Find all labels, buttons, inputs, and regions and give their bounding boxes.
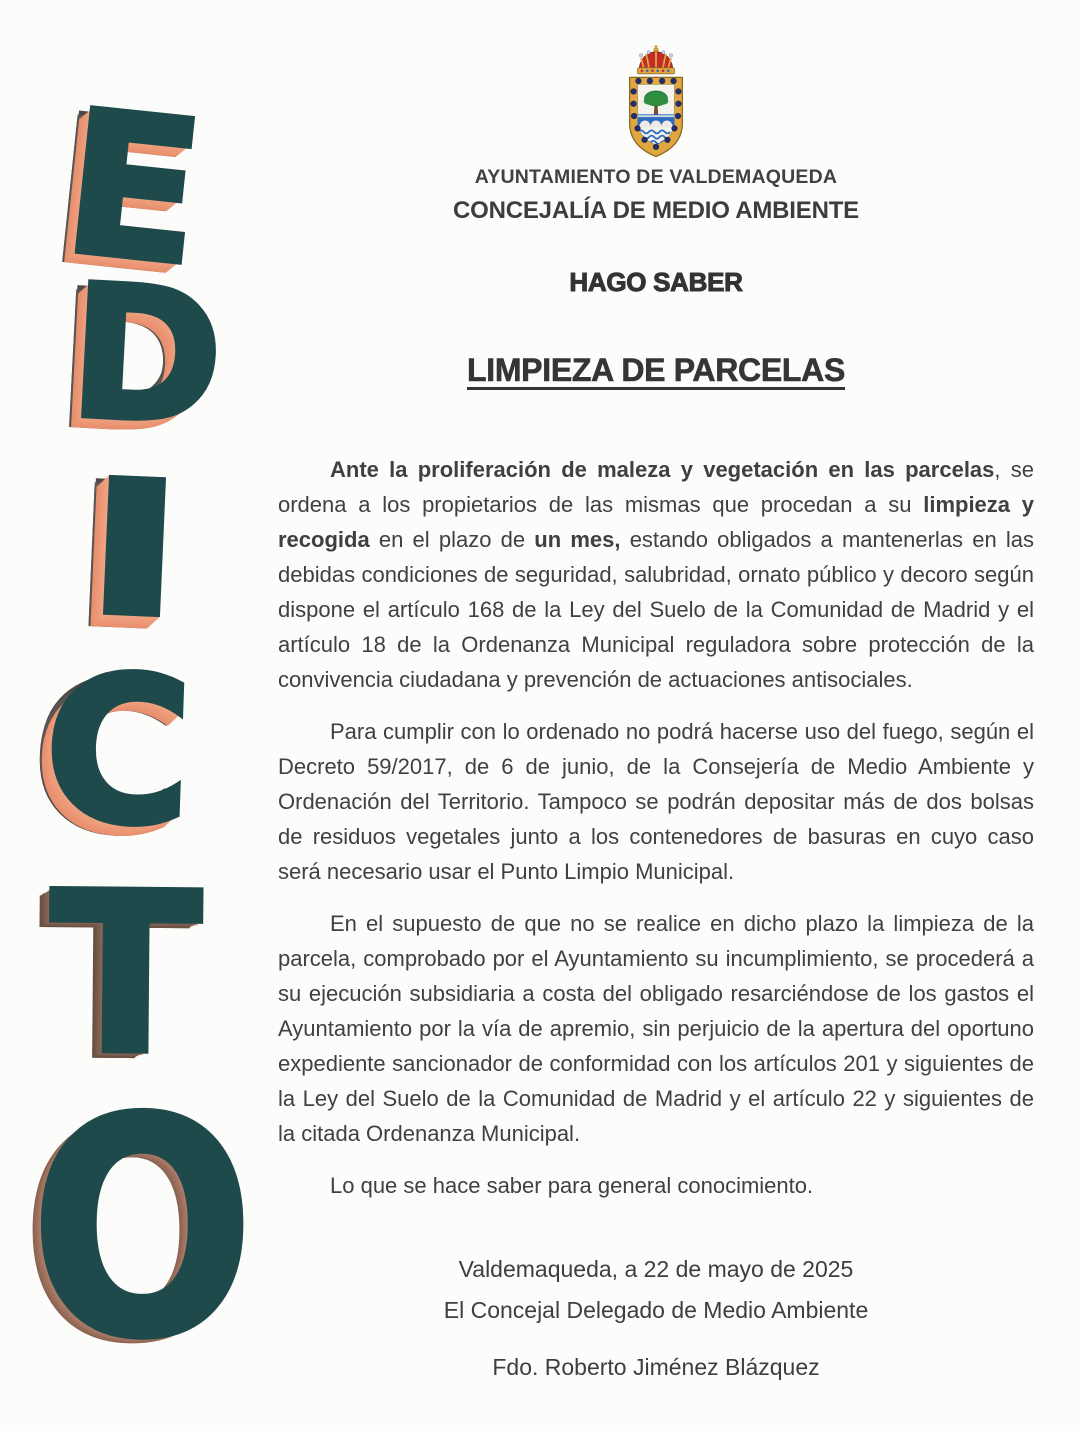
paragraph-3: En el supuesto de que no se realice en dicho plazo la limpieza de la parcela, comprobado por el Ayuntamiento su incumplimiento, se procederá a su ejecución subsidiaria a costa del obligado resarciéndose de los gastos el Ayuntamiento por la vía de apremio, sin perjuicio de la apertura del oportuno expediente sancionador de conformidad con los artículos 201 y siguientes de la Ley del Suelo de la Comunidad de Madrid y el artículo 22 y siguientes de la citada Ordenanza Municipal. bbox=[278, 911, 1034, 1146]
edicto-letter-o: O bbox=[30, 1055, 255, 1404]
municipality-name: AYUNTAMIENTO DE VALDEMAQUEDA bbox=[474, 166, 838, 188]
edict-body bbox=[278, 452, 1034, 1203]
department-name: CONCEJALÍA DE MEDIO AMBIENTE bbox=[453, 197, 859, 224]
edicto-letter-t: T bbox=[48, 845, 203, 1105]
valdemaqueda-coat-of-arms-icon bbox=[612, 44, 700, 160]
crown-icon bbox=[638, 45, 675, 74]
edicto-letter-c: C bbox=[39, 630, 197, 872]
edicto-letter-e: E bbox=[54, 66, 214, 311]
paragraph-2: Para cumplir con lo ordenado no podrá hacerse uso del fuego, según el Decreto 59/2017, de 6 de junio, de la Consejería de Medio Ambiente y Ordenación del Territorio. Tampoco se podrán depositar más de dos bolsas de residuos vegetales junto a los contenedores de basuras en cuyo caso será necesario usar el Punto Limpio Municipal. bbox=[278, 719, 1034, 884]
place-date-line: Valdemaqueda, a 22 de mayo de 2025 bbox=[458, 1256, 854, 1282]
shield-icon bbox=[630, 77, 683, 156]
signature-line: Fdo. Roberto Jiménez Blázquez bbox=[492, 1354, 820, 1380]
edicto-letter-i bbox=[103, 475, 166, 617]
vertical-edicto-label bbox=[0, 0, 280, 1431]
paragraph-1: Ante la proliferación de maleza y vegetación en las parcelas, se ordena a los propietarios de las mismas que procedan a su limpieza y recogida en el plazo de un mes, estando obligados a mantenerlas en las debidas condiciones de seguridad, salubridad, ornato público y decoro según dispone el artículo 168 de la Ley del Suelo de la Comunidad de Madrid y el artículo 18 de la Ordenanza Municipal reguladora sobre protección de la convivencia ciudadana y prevención de actuaciones antisociales. bbox=[278, 457, 1034, 692]
edict-title: LIMPIEZA DE PARCELAS bbox=[466, 352, 846, 388]
signer-title-line: El Concejal Delegado de Medio Ambiente bbox=[443, 1297, 869, 1323]
closing-paragraph: Lo que se hace saber para general conocimiento. bbox=[330, 1173, 814, 1198]
announcement-heading: HAGO SABER bbox=[569, 267, 743, 297]
bridge-icon bbox=[638, 114, 675, 127]
edicto-letter-d: D bbox=[64, 245, 229, 467]
edict-document bbox=[278, 0, 1034, 1431]
